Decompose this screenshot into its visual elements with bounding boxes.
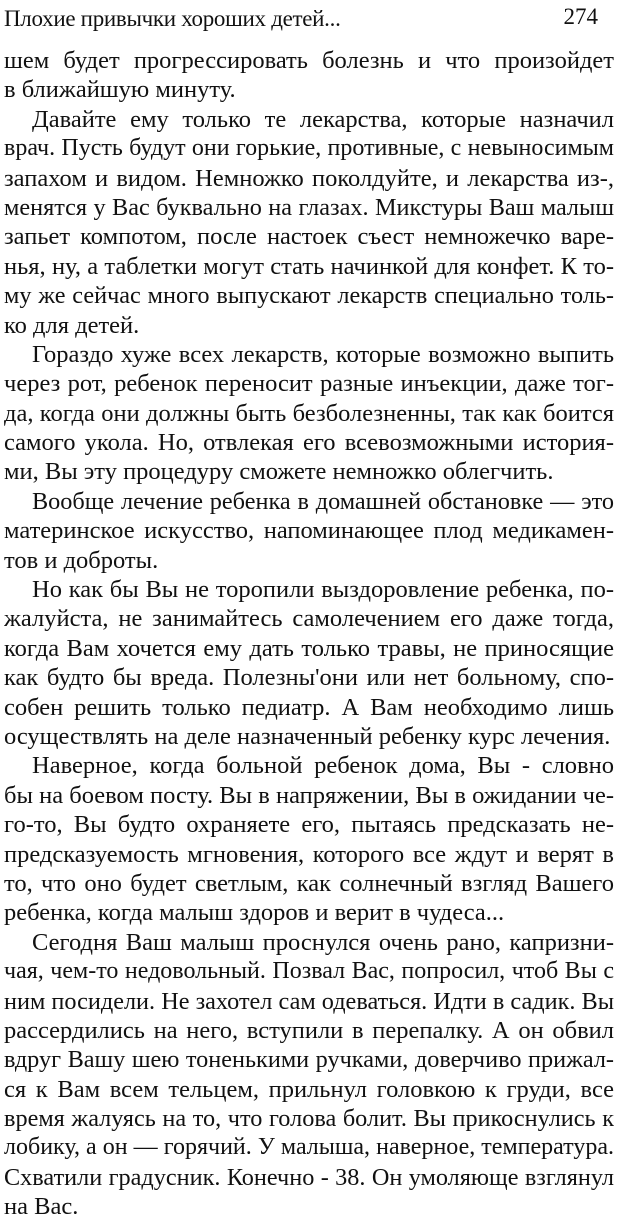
text-line: Но как бы Вы не торопили выздоровление ребенка, по- [32, 576, 614, 604]
text-line: чая, чем-то недовольный. Позвал Вас, попросил, чтоб Вы с [4, 958, 614, 985]
text-line: го-то, Вы будто охраняете его, пытаясь предсказать не- [4, 811, 614, 839]
text-line: Вообще лечение ребенка в домашней обстановке — это [32, 487, 614, 515]
text-line: запьет компотом, после настоек съест немножечко варе- [4, 223, 614, 251]
text-line: вдруг Вашу шею тоненькими ручками, доверчиво прижал- [4, 1046, 614, 1074]
text-line: да, когда они должны быть безболезненны, так как боится [4, 399, 614, 427]
text-line: самого укола. Но, отвлекая его всевозможными история- [4, 429, 614, 457]
text-line: бы на боевом посту. Вы в напряжении, Вы в ожидании че- [4, 781, 614, 809]
text-line: Давайте ему только те лекарства, которые назначил [32, 105, 614, 133]
text-line: в ближайшую минуту. [4, 76, 236, 104]
page-number: 274 [563, 4, 598, 29]
text-line: предсказуемость мгновения, которого все ждут и верят в [4, 840, 614, 868]
text-line: запахом и видом. Немножко поколдуйте, и лекарства из-, [4, 164, 614, 192]
text-line: врач. Пусть будут они горькие, противные, с невыносимым [4, 135, 614, 162]
text-line: то, что оно будет светлым, как солнечный взгляд Вашего [4, 869, 614, 897]
text-line: материнское искусство, напоминающее плод медикамен- [4, 517, 614, 545]
text-line: собен решить только педиатр. А Вам необходимо лишь [4, 693, 614, 721]
running-title: Плохие привычки хороших детей... [4, 6, 341, 31]
page-header [4, 4, 612, 38]
text-line: время жалуясь на то, что голова болит. Вы прикоснулись к [4, 1105, 614, 1133]
text-line: когда Вам хочется ему дать только травы, не приносящие [4, 634, 614, 662]
text-line: через рот, ребенок переносит разные инъекции, даже тог- [4, 370, 614, 398]
text-line: осуществлять на деле назначенный ребенку курс лечения. [4, 722, 611, 750]
text-line: му же сейчас много выпускают лекарств специально толь- [4, 282, 614, 310]
text-line: шем будет прогрессировать болезнь и что произойдет [4, 47, 614, 74]
text-line: ребенка, когда малыш здоров и верит в чудеса... [4, 899, 505, 927]
text-line: нья, ну, а таблетки могут стать начинкой для конфет. К то- [4, 252, 614, 280]
text-line: как будто бы вреда. Полезны'они или нет больному, спо- [4, 664, 614, 692]
text-line: менятся у Вас буквально на глазах. Микстуры Ваш малыш [4, 193, 614, 221]
text-line: жалуйста, не занимайтесь самолечением его даже тогда, [4, 605, 614, 633]
text-line: ся к Вам всем тельцем, прильнул головкою к груди, все [4, 1075, 614, 1103]
text-line: на Вас. [4, 1193, 79, 1221]
text-line: рассердились на него, вступили в перепалку. А он обвил [4, 1016, 614, 1044]
text-line: ко для детей. [4, 311, 140, 339]
text-line: Гораздо хуже всех лекарств, которые возможно выпить [32, 340, 614, 368]
text-line: Сегодня Ваш малыш проснулся очень рано, капризни- [32, 928, 614, 956]
text-line: ми, Вы эту процедуру сможете немножко облегчить. [4, 458, 554, 486]
text-line: ним посидели. Не захотел сам одеваться. Идти в садик. Вы [4, 987, 614, 1015]
body-text [4, 46, 614, 1222]
text-line: лобику, а он — горячий. У малыша, наверное, температура. [4, 1134, 614, 1161]
text-line: Наверное, когда больной ребенок дома, Вы - словно [32, 752, 614, 780]
text-line: тов и доброты. [4, 546, 159, 574]
text-line: Схватили градусник. Конечно - 38. Он умоляюще взглянул [4, 1163, 614, 1191]
